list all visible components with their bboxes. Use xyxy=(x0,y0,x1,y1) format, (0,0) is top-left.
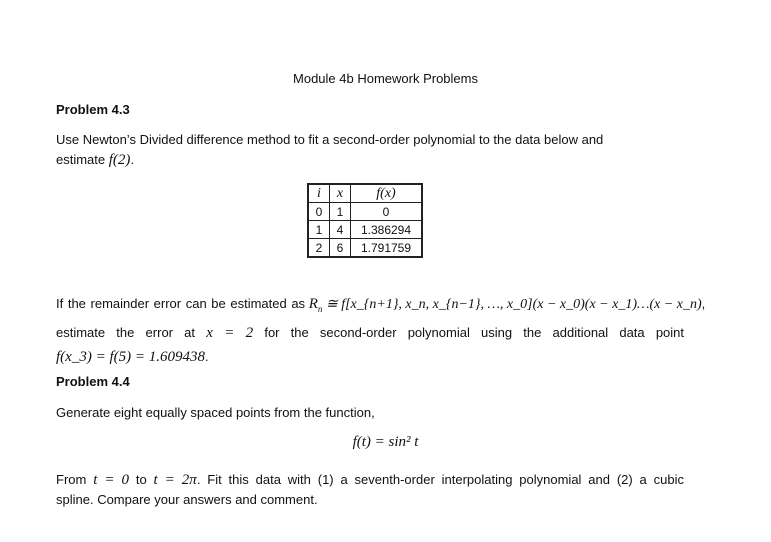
remainder-line-1: If the remainder error can be estimated as $R_n$ ≅ f[x_{n+1}, x_n, x_{n−1}, …, x_0](x − x_0)(x − x_1)…(x − x_n), xyxy=(56,296,706,314)
remainder-line-3: f(x_3) = f(5) = 1.609438. xyxy=(56,349,209,365)
problem-4-3-heading: Problem 4.3 xyxy=(56,102,130,117)
problem-4-3-intro xyxy=(56,130,684,170)
to-expression: t = 2π xyxy=(153,472,197,488)
table-header-row xyxy=(308,184,422,203)
remainder-text: If the remainder error can be estimated as xyxy=(56,296,306,311)
remainder-formula: ≅ f[x_{n+1}, x_n, x_{n−1}, …, x_0](x − x_0)(x − x_1)…(x − x_n) xyxy=(325,297,702,312)
estimate-word: estimate xyxy=(56,152,106,167)
cell-x: 1 xyxy=(330,203,351,221)
table-row xyxy=(308,239,422,258)
to-word: to xyxy=(135,472,147,487)
from-word: From xyxy=(56,472,87,487)
problem-4-3-remainder xyxy=(56,292,706,369)
cell-fx: 1.386294 xyxy=(351,221,423,239)
body-line-1-rest: . Fit this data with (1) a seventh-order interpolating polynomial and (2) a cubic xyxy=(196,472,684,487)
cell-i: 0 xyxy=(308,203,330,221)
line2-text-b: for the second-order polynomial using the additional data point xyxy=(264,325,685,340)
remainder-lhs xyxy=(309,296,323,312)
document-title: Module 4b Homework Problems xyxy=(293,71,478,86)
cell-fx: 1.791759 xyxy=(351,239,423,258)
table-row xyxy=(308,203,422,221)
body-line-2: spline. Compare your answers and comment. xyxy=(56,492,318,507)
line2-expression: x = 2 xyxy=(206,325,254,341)
body-line-1 xyxy=(56,470,684,490)
data-table xyxy=(307,183,423,258)
problem-4-4-heading: Problem 4.4 xyxy=(56,374,130,389)
line2-text-a: estimate the error at xyxy=(56,325,196,340)
additional-point-expression: f(x_3) = f(5) = 1.609438 xyxy=(56,349,205,365)
problem-4-4-intro: Generate eight equally spaced points from the function, xyxy=(56,405,375,420)
estimate-expression: f(2) xyxy=(108,152,131,168)
cell-i: 1 xyxy=(308,221,330,239)
header-fx: f(x) xyxy=(351,184,423,203)
cell-x: 6 xyxy=(330,239,351,258)
function-equation: f(t) = sin² t xyxy=(352,434,419,450)
intro-text: Use Newton’s Divided difference method to fit a second-order polynomial to the data below and xyxy=(56,132,604,147)
cell-x: 4 xyxy=(330,221,351,239)
cell-i: 2 xyxy=(308,239,330,258)
remainder-symbol: R xyxy=(308,296,318,312)
header-x: x xyxy=(330,184,351,203)
remainder-subscript: n xyxy=(317,304,323,314)
remainder-line-2 xyxy=(56,321,684,345)
header-i: i xyxy=(308,184,330,203)
period: . xyxy=(130,152,135,167)
table-row xyxy=(308,221,422,239)
cell-fx: 0 xyxy=(351,203,423,221)
from-expression: t = 0 xyxy=(93,472,129,488)
problem-4-4-body xyxy=(56,470,684,510)
